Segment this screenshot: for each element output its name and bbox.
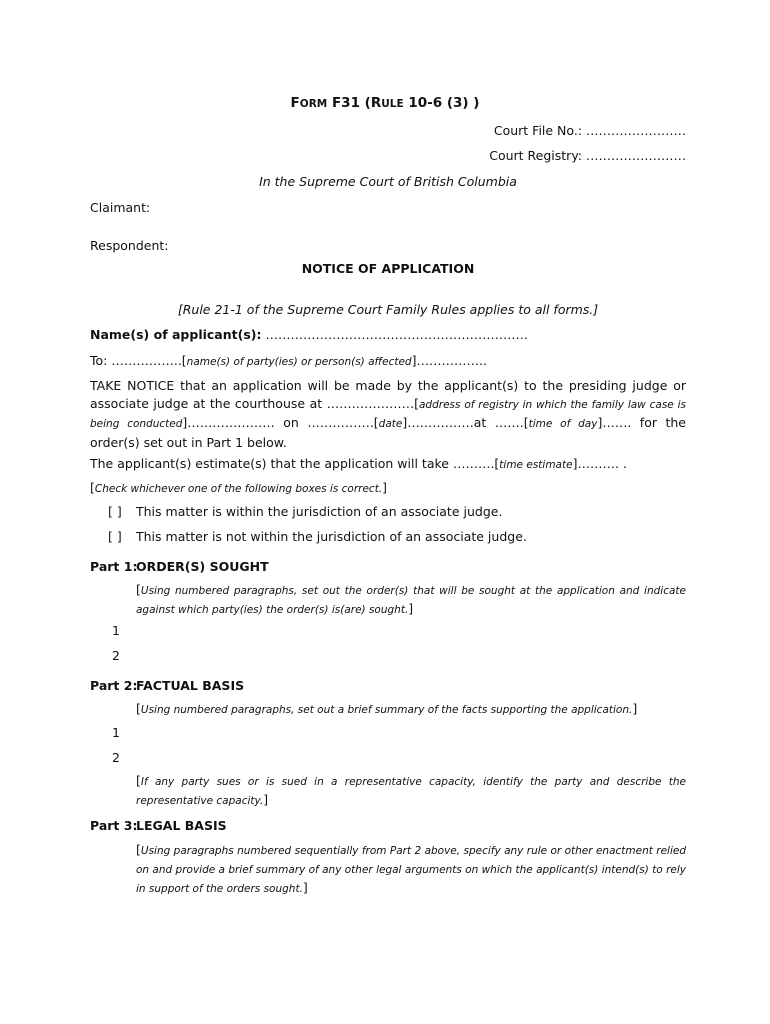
title-rule: 10-6 (3) ) bbox=[403, 95, 480, 111]
check-open: [ bbox=[90, 480, 95, 495]
estimate-hint: time estimate bbox=[499, 459, 573, 471]
notice-time-hint: time of day bbox=[528, 418, 598, 430]
title-r: R bbox=[370, 95, 382, 111]
form-title bbox=[0, 95, 770, 111]
court-name: In the Supreme Court of British Columbia bbox=[259, 174, 517, 189]
title-ule: ULE bbox=[381, 98, 404, 110]
bracket-close: ] bbox=[632, 701, 638, 716]
part1-instruction bbox=[136, 581, 686, 619]
part2-representative-note bbox=[136, 772, 686, 810]
rule-note: [Rule 21-1 of the Supreme Court Family Rules applies to all forms.] bbox=[177, 302, 599, 317]
notice-part-2: ]………………… on …………….[ bbox=[182, 415, 379, 430]
bracket-close: ] bbox=[408, 601, 414, 616]
court-registry: Court Registry: …………………… bbox=[489, 148, 686, 163]
part3-instruction-text: Using paragraphs numbered sequentially from Part 2 above, specify any rule or other enactment relied on and provide a brief summary of any other legal arguments on which the applicant(s) intend(s) to rely in support of the orders sought. bbox=[136, 845, 686, 895]
bracket-open: [ bbox=[136, 773, 141, 788]
part2-title: FACTUAL BASIS bbox=[136, 678, 245, 693]
notice-part-4: ]……. for the order(s) set out in Part 1 below. bbox=[90, 415, 686, 450]
bracket-close: ] bbox=[263, 792, 269, 807]
take-notice-paragraph bbox=[90, 377, 686, 451]
applicants-label: Name(s) of applicant(s): bbox=[90, 327, 262, 342]
notice-part-3: ]…………….at …….[ bbox=[402, 415, 529, 430]
check-close: ] bbox=[382, 480, 388, 495]
bracket-open: [ bbox=[136, 701, 141, 716]
to-suffix: ]…………….. bbox=[411, 353, 487, 368]
part1-title: ORDER(S) SOUGHT bbox=[136, 559, 269, 574]
part2-paragraph-2: 2 bbox=[112, 750, 120, 765]
part1-instruction-text: Using numbered paragraphs, set out the order(s) that will be sought at the application and indicate against which party(ies) the order(s) is(are) sought. bbox=[136, 585, 686, 616]
bracket-open: [ bbox=[136, 582, 141, 597]
part2-label: Part 2: bbox=[90, 678, 138, 693]
to-line bbox=[90, 353, 487, 368]
to-hint: name(s) of party(ies) or person(s) affected bbox=[186, 356, 412, 368]
option-not-within-label: This matter is not within the jurisdiction of an associate judge. bbox=[136, 529, 527, 544]
part3-instruction bbox=[136, 841, 686, 898]
notice-date-hint: date bbox=[378, 418, 403, 430]
estimate-prefix: The applicant(s) estimate(s) that the application will take ……….[ bbox=[90, 456, 500, 471]
part3-title: LEGAL BASIS bbox=[136, 818, 227, 833]
part2-instruction-text: Using numbered paragraphs, set out a brief summary of the facts supporting the application. bbox=[140, 704, 633, 716]
part3-label: Part 3: bbox=[90, 818, 138, 833]
check-hint: Check whichever one of the following boxes is correct. bbox=[94, 483, 383, 495]
title-num: F31 ( bbox=[327, 95, 371, 111]
notice-part-1: TAKE NOTICE that an application will be made by the applicant(s) to the presiding judge or associate judge at the courthouse at …………………[ bbox=[90, 378, 686, 411]
estimate-line bbox=[90, 456, 627, 471]
title-f: F bbox=[290, 95, 300, 111]
part1-paragraph-2: 2 bbox=[112, 648, 120, 663]
check-instruction bbox=[90, 480, 387, 495]
bracket-close: ] bbox=[302, 880, 308, 895]
applicants-blank: ……………………………………………………… bbox=[261, 327, 528, 342]
part2-paragraph-1: 1 bbox=[112, 725, 120, 740]
respondent-label: Respondent: bbox=[90, 238, 169, 253]
part2-note-text: If any party sues or is sued in a representative capacity, identify the party and describe the representative capacity. bbox=[136, 776, 686, 807]
part1-paragraph-1: 1 bbox=[112, 623, 120, 638]
court-file-no: Court File No.: …………………… bbox=[493, 123, 686, 138]
option-not-within-checkbox[interactable]: [ ] bbox=[108, 529, 122, 544]
applicants-line bbox=[90, 327, 528, 342]
part1-label: Part 1: bbox=[90, 559, 138, 574]
notice-heading: NOTICE OF APPLICATION bbox=[301, 261, 475, 276]
option-within-label: This matter is within the jurisdiction of an associate judge. bbox=[136, 504, 503, 519]
estimate-suffix: ]………. . bbox=[572, 456, 627, 471]
to-prefix: To: ……………..[ bbox=[90, 353, 187, 368]
notice-address-hint: address of registry in which the family law case is being conducted bbox=[90, 398, 686, 430]
title-orm: ORM bbox=[299, 98, 328, 110]
part2-instruction bbox=[136, 701, 637, 716]
bracket-open: [ bbox=[136, 842, 141, 857]
option-within-checkbox[interactable]: [ ] bbox=[108, 504, 122, 519]
claimant-label: Claimant: bbox=[90, 200, 151, 215]
